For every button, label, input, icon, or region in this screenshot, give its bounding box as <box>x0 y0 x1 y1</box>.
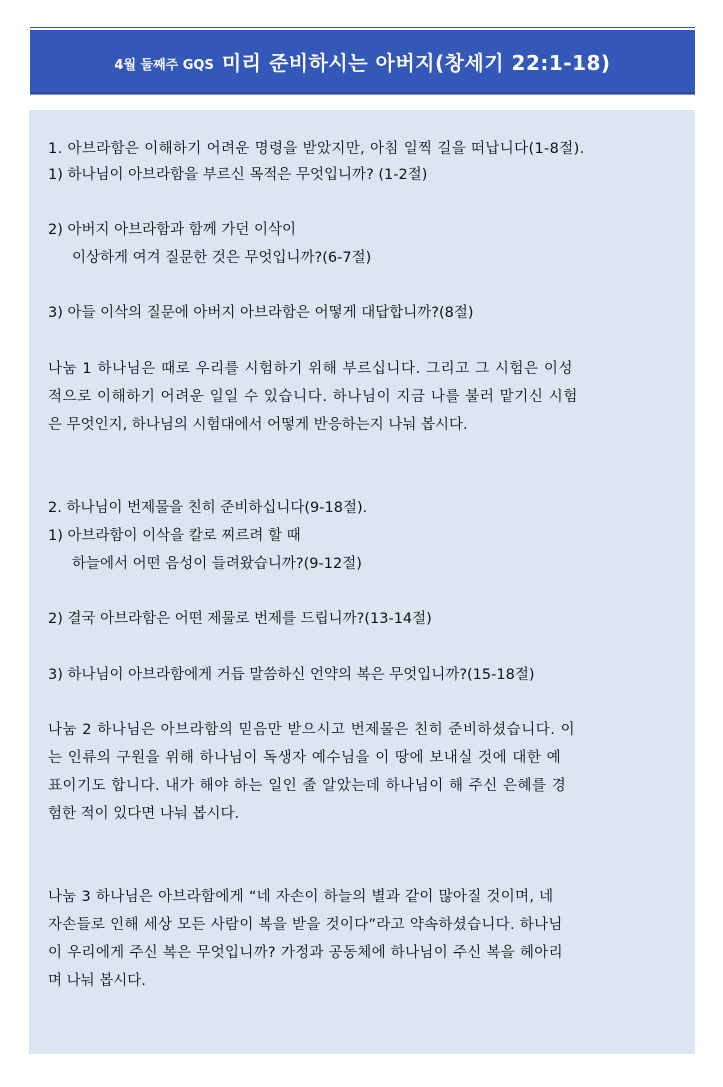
header-banner <box>30 30 695 92</box>
section1-q2-line1: 2) 아버지 아브라함과 함께 가던 이삭이 <box>48 222 297 238</box>
section2-q1-line2: 하늘에서 어떤 음성이 들려왔습니까?(9-12절) <box>72 556 362 572</box>
section1-heading-text: 1. 아브라함은 이해하기 어려운 명령을 받았지만, 아침 일찍 길을 떠납니다(1-8절). <box>48 141 585 157</box>
section1-q1: 1) 하나님이 아브라함을 부르신 목적은 무엇입니까? (1-2절) <box>48 167 428 183</box>
share3-line3: 이 우리에게 주신 복은 무엇입니까? 가정과 공동체에 하나님이 주신 복을 헤아리 <box>48 945 563 961</box>
share2-line2: 는 인류의 구원을 위해 하나님이 독생자 예수님을 이 땅에 보내실 것에 대한 예 <box>48 750 562 766</box>
share3-line2: 자손들로 인해 세상 모든 사람이 복을 받을 것이다”라고 약속하셨습니다. 하나님 <box>48 917 563 933</box>
section1-q3: 3) 아들 이삭의 질문에 아버지 아브라함은 어떻게 대답합니까?(8절) <box>48 305 474 321</box>
share1-line3: 은 무엇인지, 하나님의 시험대에서 어떻게 반응하는지 나눠 봅시다. <box>48 417 468 433</box>
share1-line1: 나눔 1 하나님은 때로 우리를 시험하기 위해 부르십니다. 그리고 그 시험은 이성 <box>48 361 574 377</box>
header-bottom-rule <box>30 94 695 95</box>
section1-q2-line2: 이상하게 여겨 질문한 것은 무엇입니까?(6-7절) <box>72 250 372 266</box>
header-top-rule <box>30 27 695 28</box>
share3-line4: 며 나눠 봅시다. <box>48 973 146 989</box>
share2-line3: 표이기도 합니다. 내가 해야 하는 일인 줄 알았는데 하나님이 해 주신 은혜를 경 <box>48 778 567 794</box>
page-title: 미리 준비하시는 아버지(창세기 22:1-18) <box>221 50 611 75</box>
header-week-label: 4월 둘째주 GQS <box>114 57 214 73</box>
section1-heading <box>48 142 667 157</box>
section2-q3: 3) 하나님이 아브라함에게 거듭 말씀하신 언약의 복은 무엇입니까?(15-18절) <box>48 667 535 683</box>
section2-heading: 2. 하나님이 번제물을 친히 준비하십니다(9-18절). <box>48 500 368 516</box>
section2-q2: 2) 결국 아브라함은 어떤 제물로 번제를 드립니까?(13-14절) <box>48 611 432 627</box>
share3-line1: 나눔 3 하나님은 아브라함에게 “네 자손이 하늘의 별과 같이 많아질 것이며, 네 <box>48 889 554 905</box>
share2-line1: 나눔 2 하나님은 아브라함의 믿음만 받으시고 번제물은 친히 준비하셨습니다. 이 <box>48 722 576 738</box>
share1-line2: 적으로 이해하기 어려운 일일 수 있습니다. 하나님이 지금 나를 불러 맡기신 시험 <box>48 389 578 405</box>
section2-q1-line1: 1) 아브라함이 이삭을 칼로 찌르려 할 때 <box>48 528 301 544</box>
share2-line4: 험한 적이 있다면 나눠 봅시다. <box>48 806 240 822</box>
